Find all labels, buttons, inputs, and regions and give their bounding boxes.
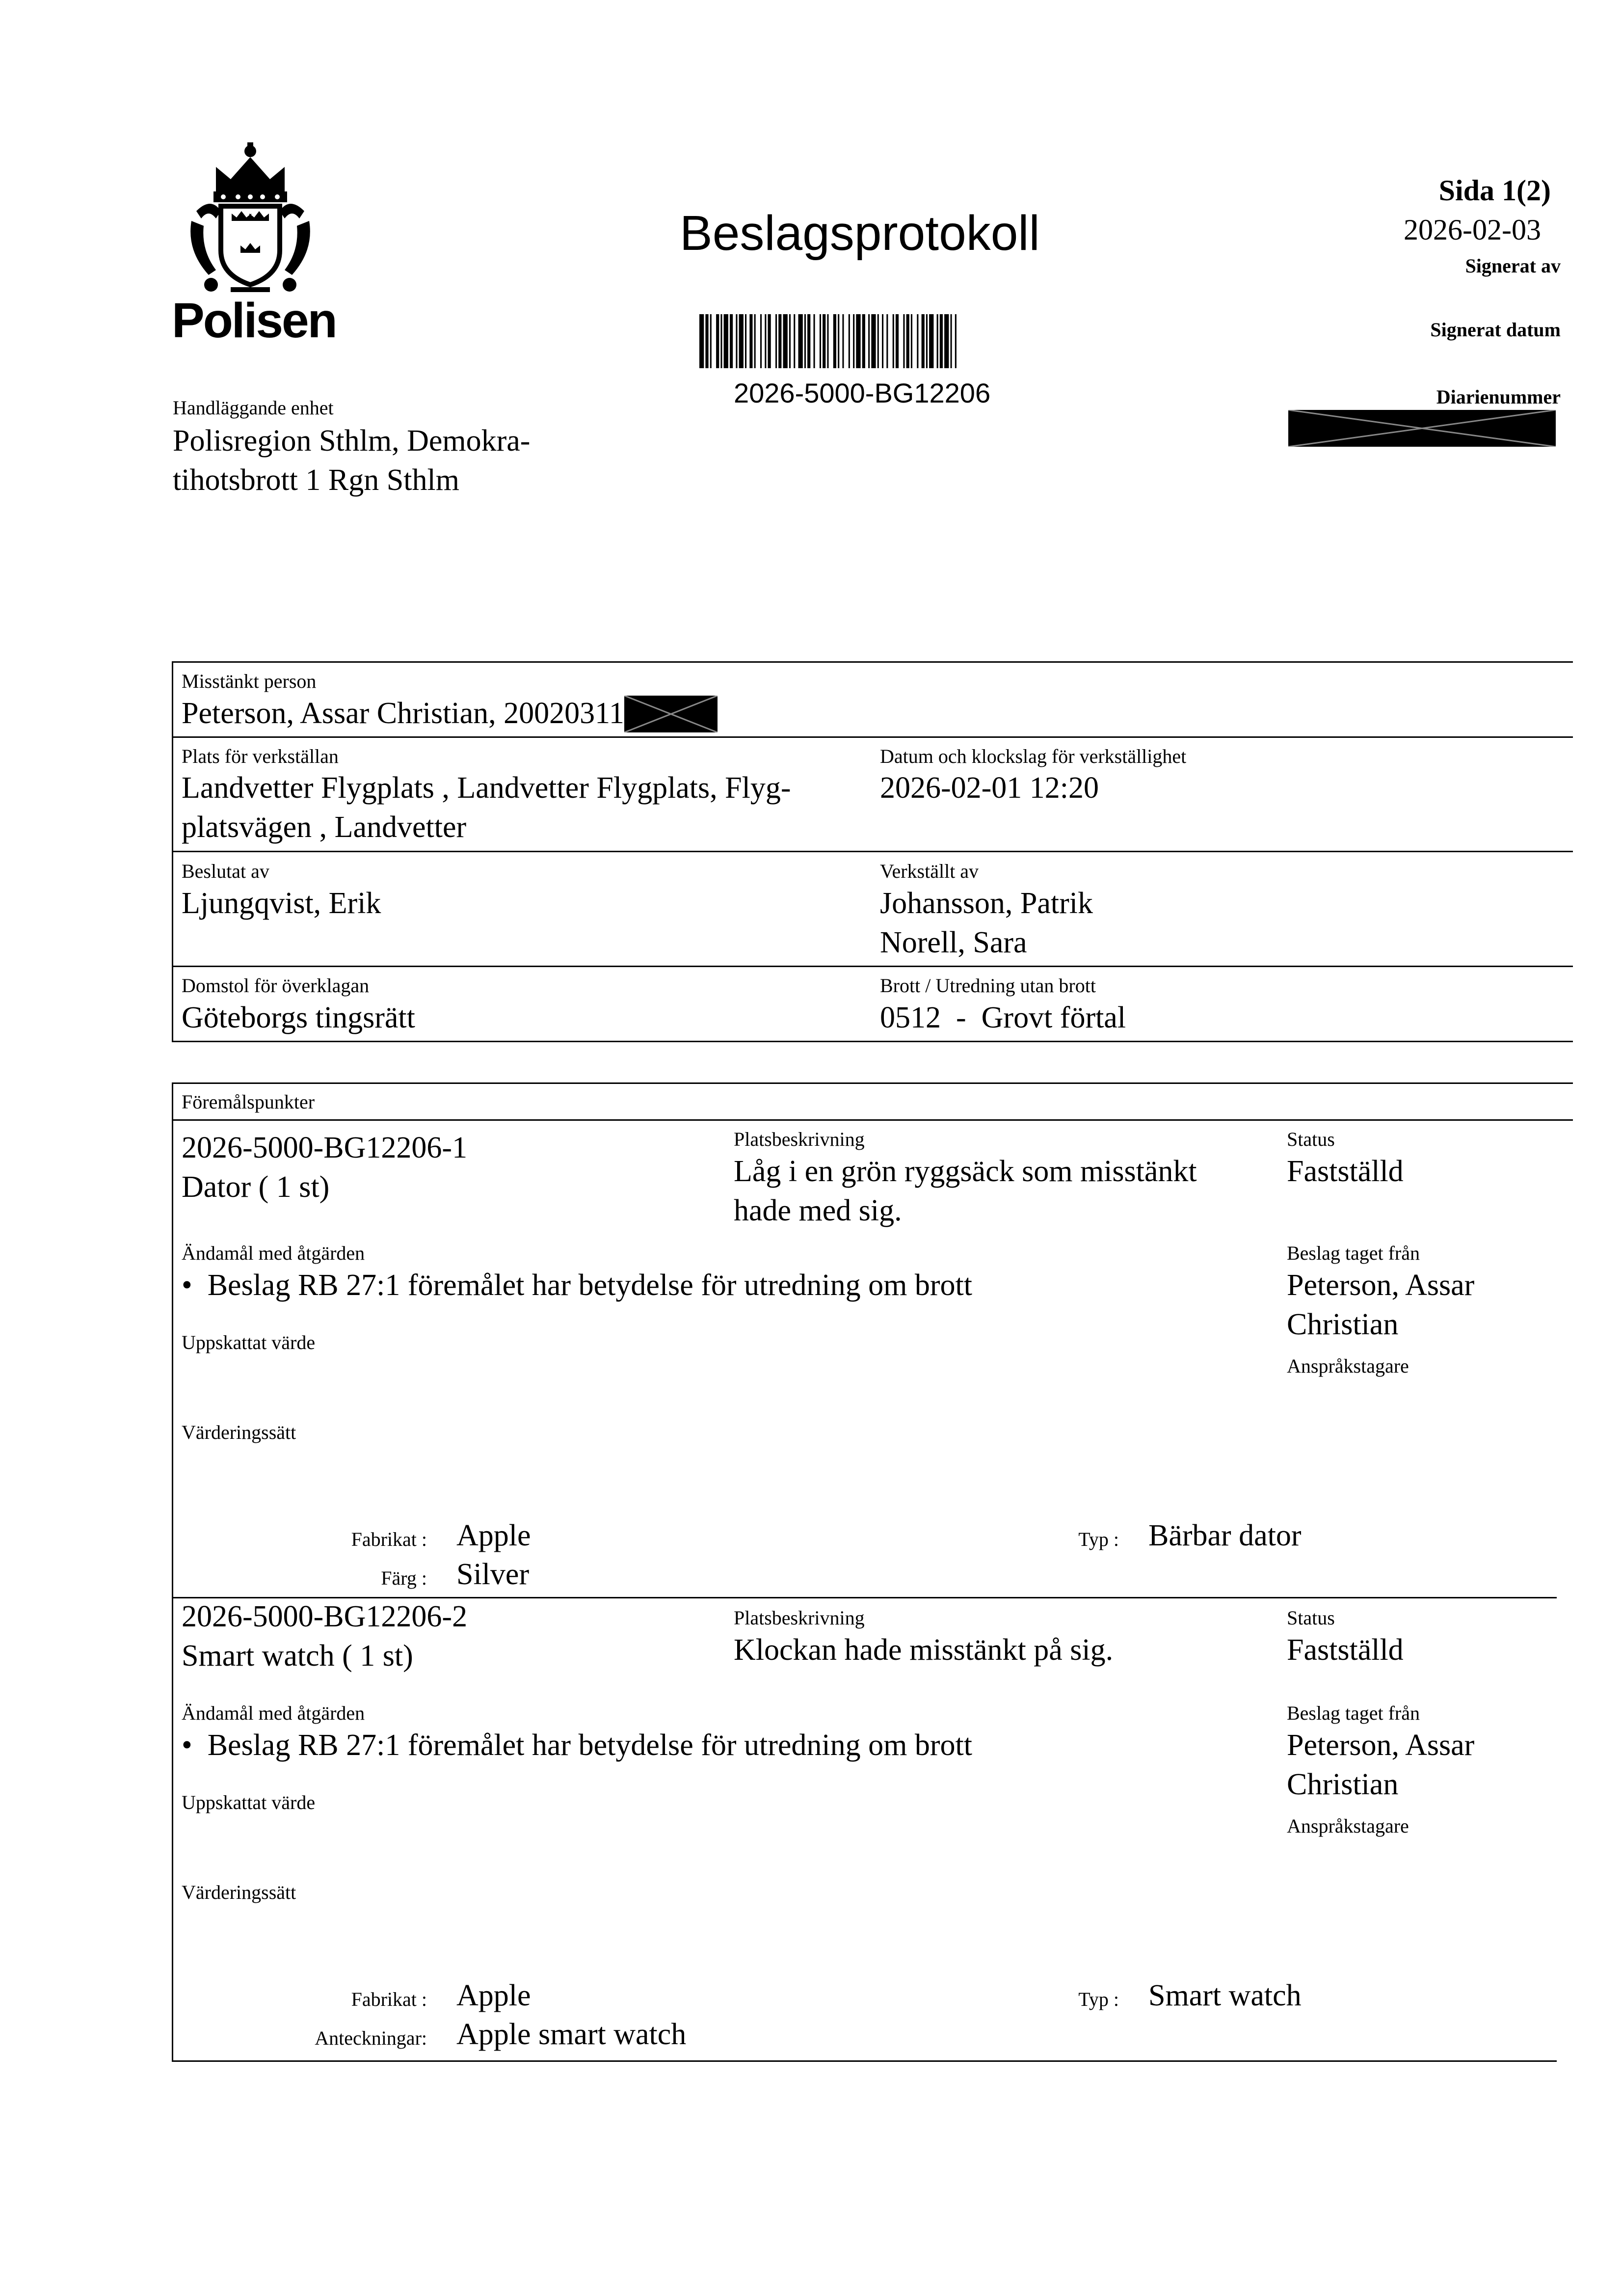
item-id: 2026-5000-BG12206-1 [182, 1131, 468, 1164]
place-line1: Landvetter Flygplats , Landvetter Flygplats, Flyg- [182, 771, 791, 805]
suspect-label: Misstänkt person [182, 670, 317, 692]
police-logo-text: Polisen [172, 293, 336, 348]
item-seized-from-line1: Peterson, Assar [1287, 1269, 1475, 1302]
item-color-label: Färg : [381, 1567, 427, 1589]
item-claimant-label: Anspråkstagare [1287, 1355, 1409, 1377]
item-status-label: Status [1287, 1607, 1335, 1629]
item-type-label: Typ : [1078, 1528, 1119, 1550]
item-purpose: • Beslag RB 27:1 föremålet har betydelse för utredning om brott [182, 1269, 972, 1302]
barcode [699, 314, 1028, 368]
barcode-text: 2026-5000-BG12206 [734, 378, 991, 408]
item-value-label: Uppskattat värde [182, 1331, 316, 1353]
item-place-label: Platsbeskrivning [734, 1607, 865, 1629]
executed-by-line1: Johansson, Patrik [880, 887, 1093, 920]
item-purpose-label: Ändamål med åtgärden [182, 1702, 365, 1724]
item-valuation-label: Värderingssätt [182, 1421, 296, 1443]
place-label: Plats för verkställan [182, 745, 339, 767]
court-label: Domstol för överklagan [182, 974, 370, 997]
item-seized-from-label: Beslag taget från [1287, 1242, 1420, 1264]
executed-by-line2: Norell, Sara [880, 926, 1027, 959]
redaction-cross-icon [1288, 410, 1556, 447]
item-make-label: Fabrikat : [351, 1528, 427, 1550]
item-place-label: Platsbeskrivning [734, 1128, 865, 1150]
item-type: Bärbar dator [1148, 1519, 1302, 1552]
item-status: Fastställd [1287, 1155, 1404, 1188]
handling-unit-label: Handläggande enhet [173, 397, 334, 419]
item-seized-from-label: Beslag taget från [1287, 1702, 1420, 1724]
decided-by-label: Beslutat av [182, 860, 269, 882]
diary-number-label: Diarienummer [1436, 386, 1561, 408]
personal-number-redaction [624, 696, 718, 732]
handling-unit-line1: Polisregion Sthlm, Demokra- [173, 424, 531, 458]
signed-by-label: Signerat av [1465, 255, 1561, 277]
item-id: 2026-5000-BG12206-2 [182, 1600, 468, 1633]
item-seized-from-line2: Christian [1287, 1308, 1399, 1341]
item-color: Silver [456, 1558, 530, 1591]
item-type-label: Typ : [1078, 1988, 1119, 2010]
item-valuation-label: Värderingssätt [182, 1881, 296, 1903]
crime-value: 0512 - Grovt förtal [880, 1001, 1126, 1034]
police-crown-emblem-icon [182, 137, 319, 304]
datetime-value: 2026-02-01 12:20 [880, 771, 1099, 805]
datetime-label: Datum och klockslag för verkställighet [880, 745, 1187, 767]
page-label: Sida 1(2) [1438, 174, 1551, 207]
redaction-cross-icon [624, 696, 718, 732]
items-section-label: Föremålspunkter [182, 1091, 315, 1113]
suspect-value [182, 694, 718, 734]
item-status: Fastställd [1287, 1633, 1404, 1667]
item-name: Smart watch ( 1 st) [182, 1639, 413, 1673]
signed-date-label: Signerat datum [1430, 319, 1561, 341]
item-make: Apple [456, 1519, 531, 1552]
barcode-icon [699, 314, 1028, 368]
diary-number-redaction [1288, 410, 1556, 447]
document-date: 2026-02-03 [1404, 214, 1541, 246]
item-seized-from-line1: Peterson, Assar [1287, 1729, 1475, 1762]
item-value-label: Uppskattat värde [182, 1791, 316, 1813]
decided-by-value: Ljungqvist, Erik [182, 887, 381, 920]
suspect-name: Peterson, Assar Christian, 20020311 [182, 697, 624, 730]
item-place-line1: Låg i en grön ryggsäck som misstänkt [734, 1155, 1197, 1188]
item-notes-label: Anteckningar: [315, 2027, 427, 2049]
item-purpose-label: Ändamål med åtgärden [182, 1242, 365, 1264]
item-make-label: Fabrikat : [351, 1988, 427, 2010]
item-seized-from-line2: Christian [1287, 1768, 1399, 1801]
item-status-label: Status [1287, 1128, 1335, 1150]
item-notes: Apple smart watch [456, 2018, 687, 2051]
item-place-line1: Klockan hade misstänkt på sig. [734, 1633, 1114, 1667]
item-place-line2: hade med sig. [734, 1194, 902, 1227]
item-purpose: • Beslag RB 27:1 föremålet har betydelse för utredning om brott [182, 1729, 972, 1762]
item-claimant-label: Anspråkstagare [1287, 1815, 1409, 1837]
item-make: Apple [456, 1979, 531, 2012]
item-type: Smart watch [1148, 1979, 1302, 2012]
court-value: Göteborgs tingsrätt [182, 1001, 415, 1034]
crime-label: Brott / Utredning utan brott [880, 974, 1096, 997]
executed-by-label: Verkställt av [880, 860, 979, 882]
item-name: Dator ( 1 st) [182, 1170, 330, 1204]
place-line2: platsvägen , Landvetter [182, 810, 467, 844]
document-title: Beslagsprotokoll [680, 206, 1040, 261]
police-emblem [182, 137, 319, 304]
handling-unit-line2: tihotsbrott 1 Rgn Sthlm [173, 463, 459, 497]
